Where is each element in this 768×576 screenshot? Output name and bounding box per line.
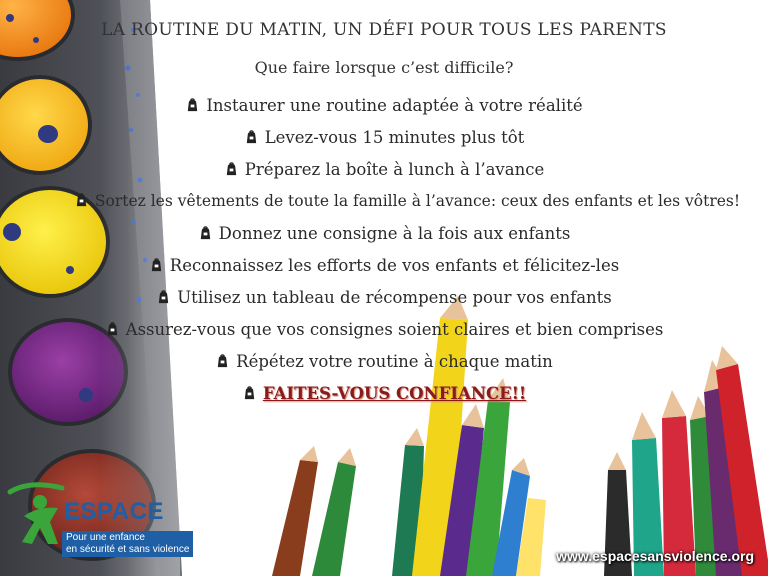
tip-item: Répétez votre routine à chaque matin: [0, 352, 768, 371]
backpack-icon: [242, 386, 257, 401]
tip-item: Reconnaissez les efforts de vos enfants et félicitez-les: [0, 256, 768, 275]
tip-item: Sortez les vêtements de toute la famille à l’avance: ceux des enfants et les vôtres!: [46, 192, 768, 210]
tip-item: Levez-vous 15 minutes plus tôt: [0, 128, 768, 147]
backpack-icon: [185, 98, 200, 113]
backpack-icon: [156, 290, 171, 305]
poster-subtitle: Que faire lorsque c’est difficile?: [254, 58, 514, 77]
espace-logo-tagline: Pour une enfance en sécurité et sans violence: [62, 531, 193, 557]
tip-item: Assurez-vous que vos consignes soient claires et bien comprises: [0, 320, 768, 339]
backpack-icon: [215, 354, 230, 369]
backpack-icon: [198, 226, 213, 241]
backpack-icon: [149, 258, 164, 273]
website-url: www.espacesansviolence.org: [556, 548, 754, 564]
backpack-icon: [74, 193, 89, 208]
tip-item: Utilisez un tableau de récompense pour vos enfants: [0, 288, 768, 307]
tip-item: Instaurer une routine adaptée à votre réalité: [0, 96, 768, 115]
tip-item: Préparez la boîte à lunch à l’avance: [0, 160, 768, 179]
tip-item: Donnez une consigne à la fois aux enfants: [0, 224, 768, 243]
backpack-icon: [105, 322, 120, 337]
espace-logo-wordmark: ESPACE: [64, 498, 164, 525]
backpack-icon: [244, 130, 259, 145]
final-tip: FAITES-VOUS CONFIANCE!!: [0, 384, 768, 403]
poster-title: LA ROUTINE DU MATIN, UN DÉFI POUR TOUS LES PARENTS: [101, 20, 667, 40]
backpack-icon: [224, 162, 239, 177]
